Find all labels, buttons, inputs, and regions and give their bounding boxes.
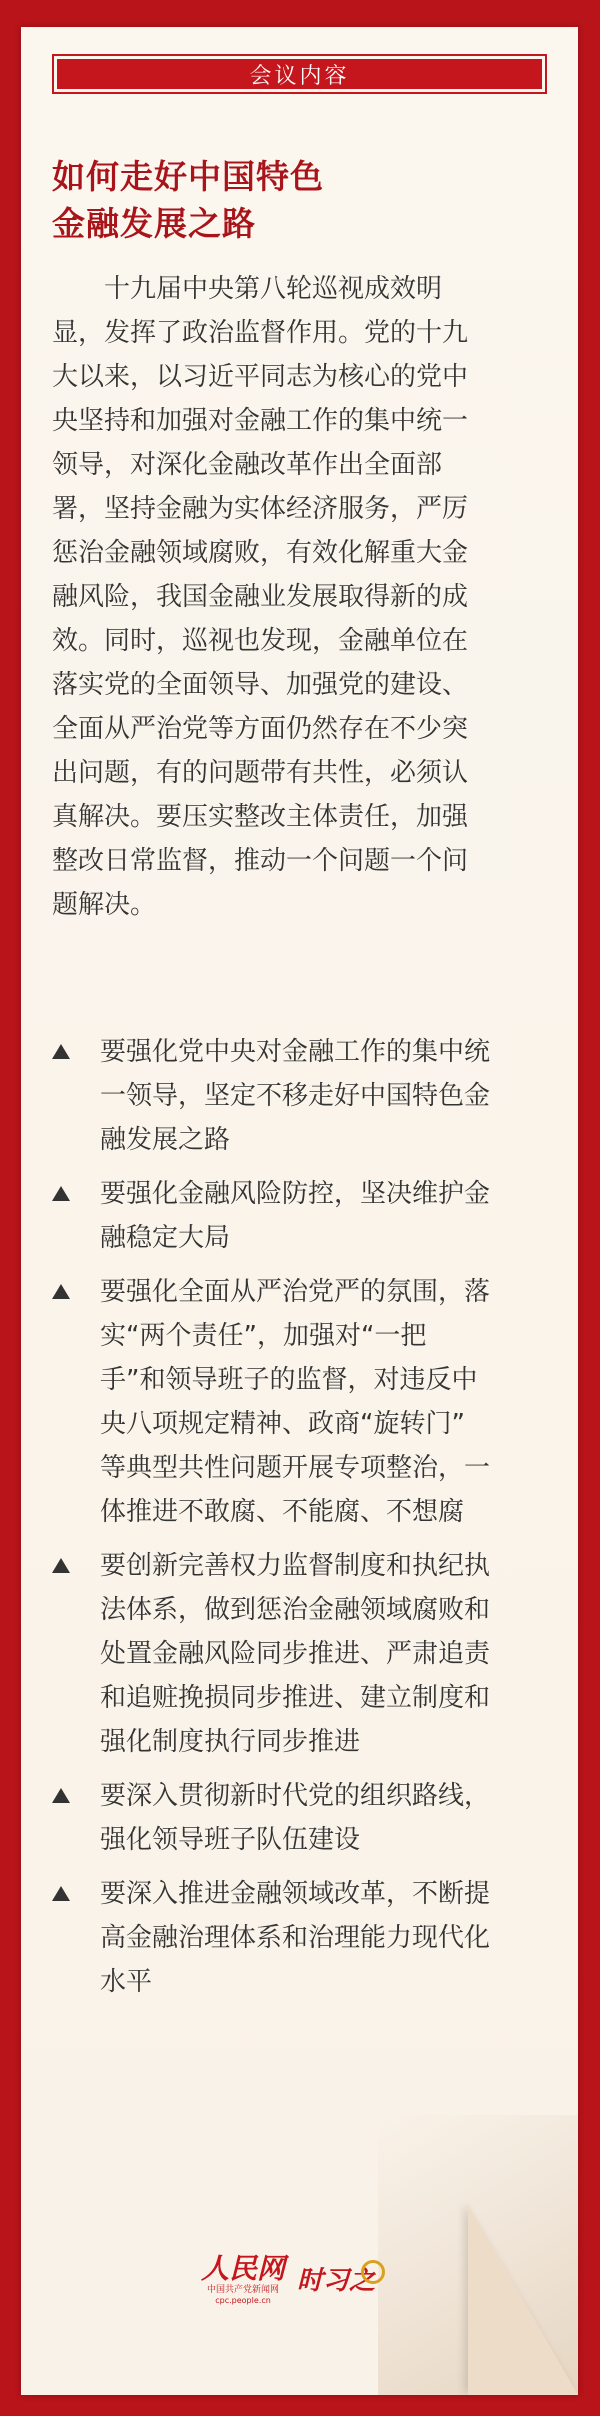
intro-line: 领导，对深化金融改革作出全面部 <box>52 450 443 480</box>
intro-paragraph <box>52 267 552 927</box>
intro-line: 题解决。 <box>52 890 157 920</box>
section-tag-label: 会议内容 <box>57 59 542 89</box>
triangle-bullet-icon <box>52 1284 70 1299</box>
page-curl-corner <box>468 2205 578 2395</box>
list-item <box>52 1872 572 2004</box>
brand-ring-icon <box>361 2260 385 2284</box>
intro-line: 真解决。要压实整改主体责任，加强 <box>52 802 469 832</box>
list-item-line: 高金融治理体系和治理能力现代化 <box>100 1923 491 1953</box>
list-item-line: 融发展之路 <box>100 1125 231 1155</box>
list-item-line: 等典型共性问题开展专项整治，一 <box>100 1453 491 1483</box>
brand-text: 时习之 <box>297 2266 376 2296</box>
list-item <box>52 1774 572 1862</box>
list-item-line: 体推进不敢腐、不能腐、不想腐 <box>100 1497 465 1527</box>
list-item-line: 和追赃挽损同步推进、建立制度和 <box>100 1683 491 1713</box>
logo-main-text: 人民网 <box>201 2252 286 2285</box>
intro-line: 央坚持和加强对金融工作的集中统一 <box>52 406 469 436</box>
brand-logo <box>297 2264 375 2298</box>
triangle-bullet-icon <box>52 1886 70 1901</box>
list-item <box>52 1172 572 1260</box>
list-item-line: 要深入推进金融领域改革，不断提 <box>100 1879 491 1909</box>
list-item-line: 要强化金融风险防控，坚决维护金 <box>100 1179 491 1209</box>
intro-line: 效。同时，巡视也发现，金融单位在 <box>52 626 469 656</box>
article-title <box>52 153 532 247</box>
intro-line: 整改日常监督，推动一个问题一个问 <box>52 846 469 876</box>
intro-line: 显，发挥了政治监督作用。党的十九 <box>52 318 469 348</box>
intro-line: 十九届中央第八轮巡视成效明 <box>52 274 443 304</box>
key-points-list <box>52 1030 572 2014</box>
intro-line: 出问题，有的问题带有共性，必须认 <box>52 758 469 788</box>
intro-line: 惩治金融领域腐败，有效化解重大金 <box>52 538 469 568</box>
intro-line: 大以来，以习近平同志为核心的党中 <box>52 362 469 392</box>
title-line: 金融发展之路 <box>52 204 256 243</box>
list-item-line: 法体系，做到惩治金融领域腐败和 <box>100 1595 491 1625</box>
footer-logos <box>201 2242 441 2306</box>
intro-line: 落实党的全面领导、加强党的建设、 <box>52 670 469 700</box>
list-item-line: 融稳定大局 <box>100 1223 231 1253</box>
list-item-line: 要强化全面从严治党严的氛围，落 <box>100 1277 491 1307</box>
people-daily-logo <box>201 2254 285 2306</box>
list-item <box>52 1270 572 1534</box>
content-card <box>21 27 578 2395</box>
list-item-line: 要创新完善权力监督制度和执纪执 <box>100 1551 491 1581</box>
triangle-bullet-icon <box>52 1788 70 1803</box>
list-item-line: 要深入贯彻新时代党的组织路线， <box>100 1781 491 1811</box>
list-item-line: 央八项规定精神、政商“旋转门” <box>100 1409 465 1439</box>
triangle-bullet-icon <box>52 1186 70 1201</box>
triangle-bullet-icon <box>52 1044 70 1059</box>
logo-url-text: cpc.people.cn <box>215 2296 271 2305</box>
list-item-line: 一领导，坚定不移走好中国特色金 <box>100 1081 491 1111</box>
list-item-line: 强化制度执行同步推进 <box>100 1727 361 1757</box>
intro-line: 全面从严治党等方面仍然存在不少突 <box>52 714 469 744</box>
list-item-line: 要强化党中央对金融工作的集中统 <box>100 1037 491 1067</box>
list-item <box>52 1030 572 1162</box>
list-item-line: 实“两个责任”，加强对“一把 <box>100 1321 427 1351</box>
list-item-line: 水平 <box>100 1967 153 1997</box>
list-item-line: 处置金融风险同步推进、严肃追责 <box>100 1639 491 1669</box>
intro-line: 署，坚持金融为实体经济服务，严厉 <box>52 494 469 524</box>
list-item-line: 手”和领导班子的监督，对违反中 <box>100 1365 478 1395</box>
title-line: 如何走好中国特色 <box>52 157 324 196</box>
logo-sub-text: 中国共产党新闻网 <box>207 2285 280 2295</box>
section-tag <box>52 54 547 94</box>
intro-line: 融风险，我国金融业发展取得新的成 <box>52 582 469 612</box>
list-item-line: 强化领导班子队伍建设 <box>100 1825 361 1855</box>
triangle-bullet-icon <box>52 1558 70 1573</box>
list-item <box>52 1544 572 1764</box>
